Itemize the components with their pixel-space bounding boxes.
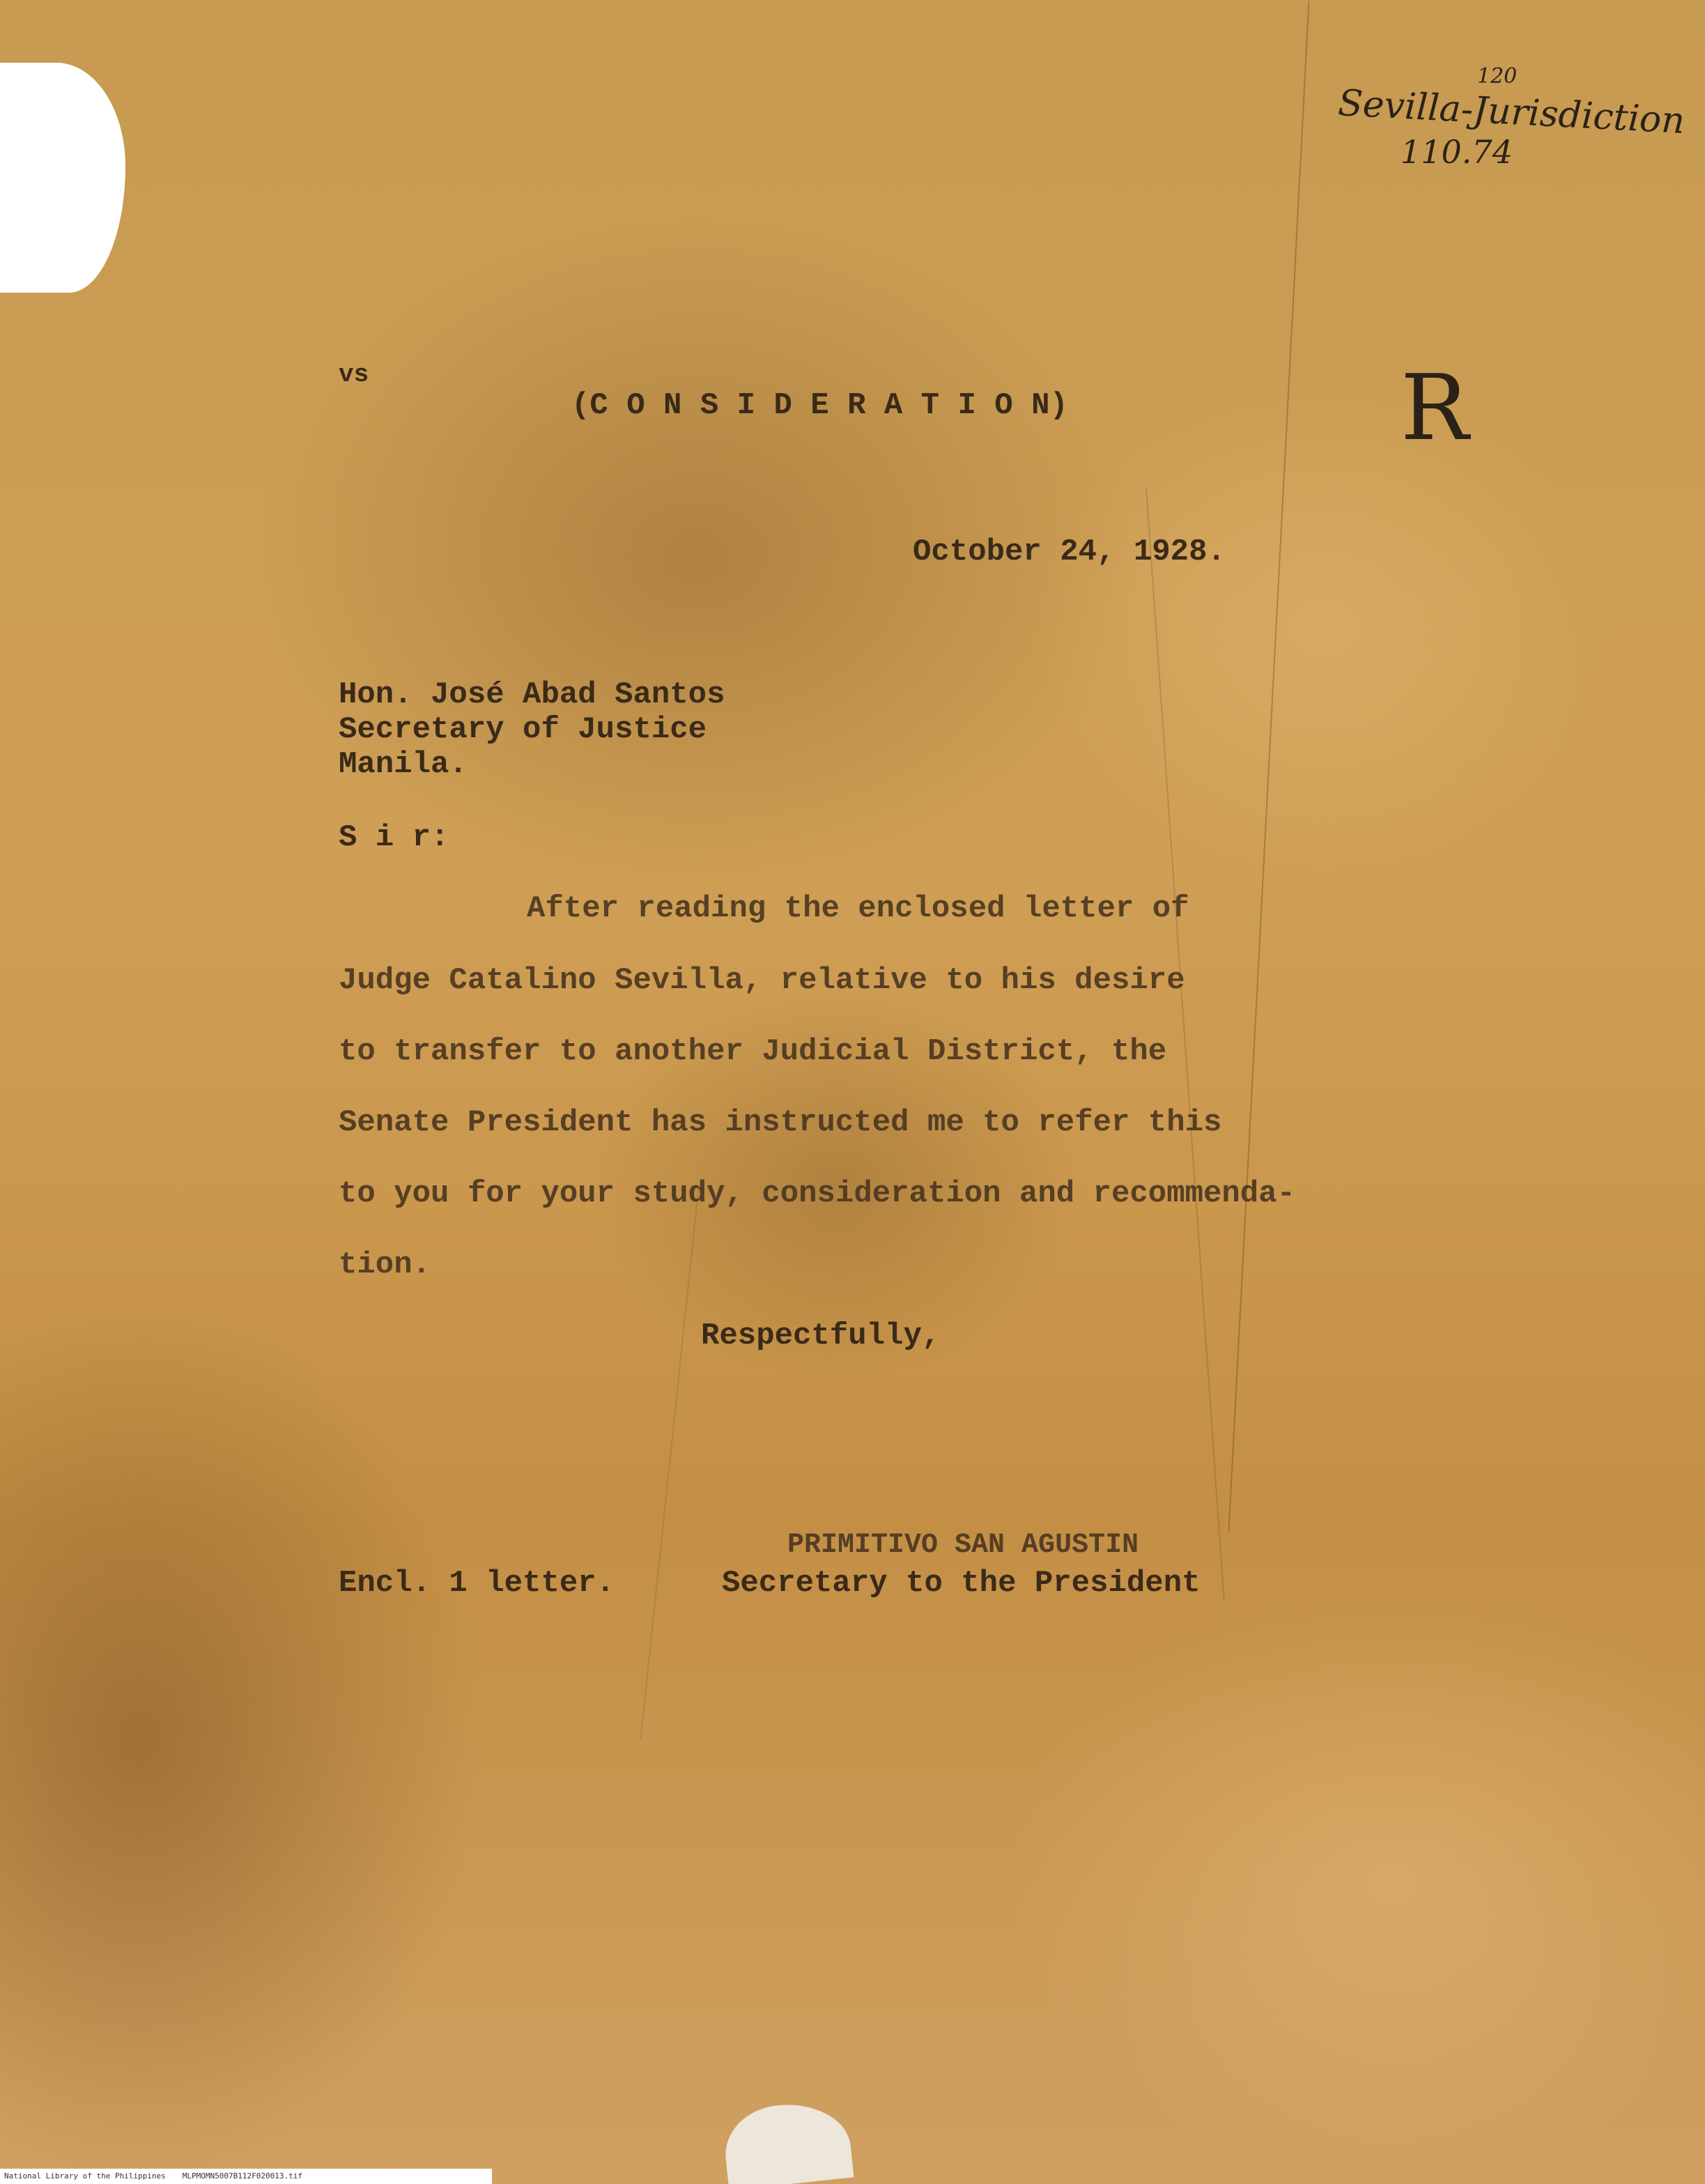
letter-date: October 24, 1928.	[913, 535, 1226, 569]
handwritten-number: 110.74	[1401, 133, 1513, 171]
paper-crease	[1228, 1, 1309, 1532]
body-line: to transfer to another Judicial District, the	[339, 1034, 1167, 1069]
salutation: S i r:	[339, 820, 449, 855]
body-line: tion.	[339, 1247, 431, 1282]
body-line: Senate President has instructed me to refer this	[339, 1105, 1222, 1140]
archive-footer	[0, 2169, 492, 2184]
closing: Respectfully,	[701, 1318, 941, 1353]
torn-corner	[0, 63, 125, 293]
address-line: Secretary of Justice	[339, 712, 707, 747]
library-name: National Library of the Philippines	[4, 2171, 166, 2181]
handwritten-note: Sevilla-Jurisdiction	[1336, 82, 1686, 142]
handwritten-mark: R	[1401, 355, 1469, 461]
address-line: Manila.	[339, 747, 468, 782]
file-id: MLPMOMN5007B112F020013.tif	[182, 2171, 302, 2181]
paper-crease	[640, 1186, 700, 1741]
body-line: After reading the enclosed letter of	[527, 891, 1189, 926]
reference-initials: vs	[339, 360, 369, 389]
signer-title: Secretary to the President	[722, 1566, 1201, 1601]
torn-edge	[721, 2098, 854, 2184]
enclosure-note: Encl. 1 letter.	[339, 1566, 615, 1601]
signer-name: PRIMITIVO SAN AGUSTIN	[787, 1530, 1139, 1561]
body-line: Judge Catalino Sevilla, relative to his desire	[339, 963, 1185, 998]
address-line: Hon. José Abad Santos	[339, 677, 725, 712]
handwritten-number-top: 120	[1477, 64, 1518, 89]
body-line: to you for your study, consideration and recommenda-	[339, 1176, 1296, 1211]
letter-heading: (C O N S I D E R A T I O N)	[571, 388, 1068, 423]
